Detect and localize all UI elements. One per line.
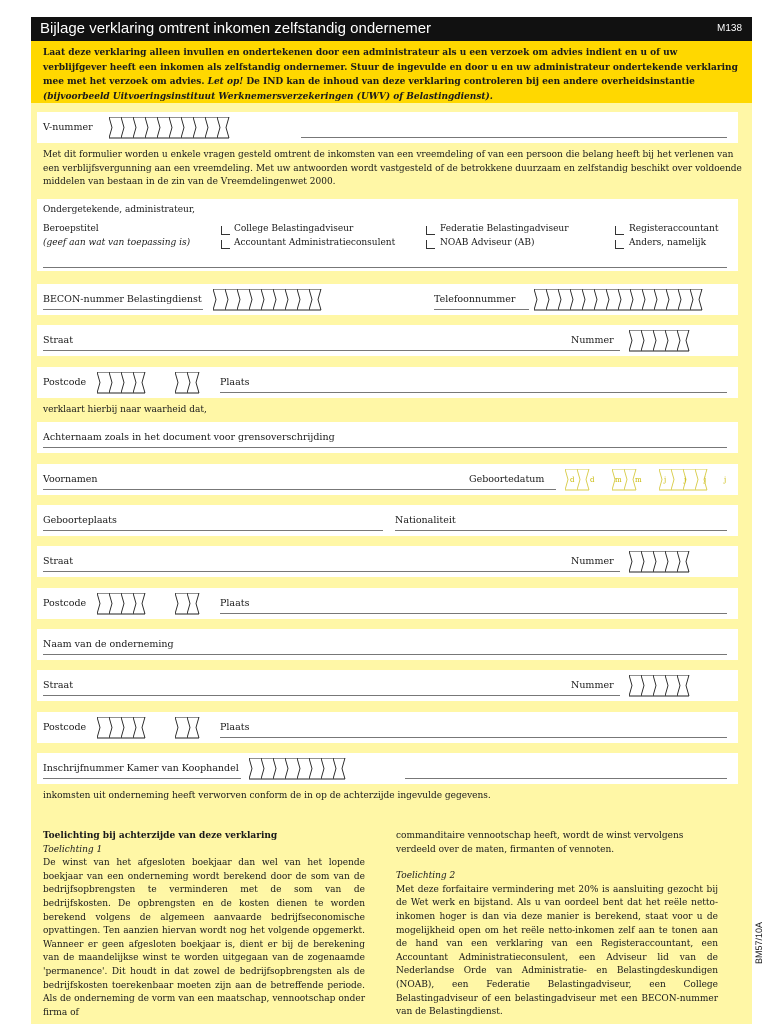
date-hint-j2: j [684, 476, 687, 484]
postcode-label-2: Postcode [43, 598, 87, 609]
combo-cell[interactable] [309, 758, 321, 779]
becon-label: BECON-nummer Belastingdienst [43, 294, 202, 305]
combo-cell[interactable] [145, 117, 157, 138]
combo-cell[interactable] [109, 593, 121, 614]
combo-cell[interactable] [577, 469, 589, 490]
plaats-input[interactable] [220, 392, 727, 393]
straat-input-3[interactable] [43, 695, 620, 696]
straat-input[interactable] [43, 350, 620, 351]
achternaam-input[interactable] [43, 447, 727, 448]
combo-cell[interactable] [677, 551, 689, 572]
becon-input[interactable] [213, 289, 321, 310]
combo-cell[interactable] [285, 289, 297, 310]
combo-cell[interactable] [187, 717, 199, 738]
vnummer-label: V-nummer [43, 122, 93, 133]
date-hint-d2: d [590, 476, 595, 484]
straat-row-2 [37, 546, 738, 577]
option-federatie: Federatie Belastingadviseur [440, 224, 569, 234]
intro-text-2: De IND kan de inhoud van deze verklaring controleren bij een andere overheidsinstantie [243, 77, 695, 87]
toelichting-col-right [396, 830, 718, 1020]
postcode-row-2 [37, 588, 738, 619]
voornamen-label: Voornamen [43, 474, 98, 485]
combo-cell[interactable] [205, 117, 217, 138]
kvk-row [37, 753, 738, 784]
combo-cell[interactable] [109, 117, 121, 138]
combo-cell[interactable] [181, 117, 193, 138]
option-anders: Anders, namelijk [629, 238, 707, 248]
combo-cell[interactable] [333, 758, 345, 779]
combo-cell[interactable] [109, 372, 121, 393]
combo-cell[interactable] [285, 758, 297, 779]
combo-cell[interactable] [217, 117, 229, 138]
geboorteplaats-label: Geboorteplaats [43, 515, 117, 526]
date-hint-m1: m [615, 476, 622, 484]
ondergetekende-label: Ondergetekende, administrateur, [43, 205, 196, 215]
toelichting-2-text: Met deze forfaitaire vermindering met 20% is aansluiting gezocht bij de Wet werk en bijstand. Als u van oordeel bent dat het reële netto-inkomen hoger is dan via deze manier is berekend, staat voor u de mogelijkheid open om het reële netto-inkomen zelf aan te tonen aan de hand van een verklaring van een Registeraccountant, een Accountant Administratieconsulent, een Adviseur lid van de Nederlandse Orde van Administratie- en Belastingdeskundigen (NOAB), een Federatie Belastingadviseur, een College Belastingadviseur of een belastingadviseur met een BECON-nummer van de Belastingdienst. [396, 884, 718, 1018]
vnummer-extra-line[interactable] [301, 137, 727, 138]
combo-cell[interactable] [641, 330, 653, 351]
postcode-digits-input[interactable] [97, 372, 145, 393]
becon-row [37, 284, 738, 315]
combo-cell[interactable] [297, 289, 309, 310]
toelichting-1-text: De winst van het afgesloten boekjaar dan wel van het lopende boekjaar van een onderneming wordt berekend door de som van de bedrijfsopbrengsten te verminderen met de som van de bedrijfskosten. De opbrengsten en de kosten dienen te worden berekend volgens de algemeen aanvaarde bedrijfseconomische opvattingen. Ten aanzien hiervan wordt nog het volgende opgemerkt. Wanneer er geen afgesloten boekjaar is, dient er bij de berekening van de maandelijkse winst te worden uitgegaan van de zogenaamde 'permanence'. Dit houdt in dat zowel de bedrijfsopbrengsten als de bedrijfskosten toerekenbaar moeten zijn aan de betreffende periode. Als de onderneming de vorm van een maatschap, vennootschap onder firma of [43, 858, 365, 1018]
combo-cell[interactable] [665, 330, 677, 351]
combo-cell[interactable] [133, 117, 145, 138]
telefoon-input[interactable] [534, 289, 702, 310]
combo-cell[interactable] [309, 289, 321, 310]
combo-cell[interactable] [629, 675, 641, 696]
combo-cell[interactable] [677, 330, 689, 351]
inkomsten-text: inkomsten uit onderneming heeft verworven conform de in op de achterzijde ingevulde gegevens. [43, 791, 491, 801]
form-area [31, 103, 752, 816]
combo-cell[interactable] [629, 551, 641, 572]
plaats-label: Plaats [220, 377, 250, 388]
intro-notice [31, 41, 752, 103]
combo-cell[interactable] [213, 289, 225, 310]
intro-letop: Let op! [207, 77, 244, 87]
intro-italic: (bijvoorbeeld Uitvoeringsinstituut Werknemersverzekeringen (UWV) of Belastingdienst). [43, 91, 493, 102]
combo-cell[interactable] [133, 717, 145, 738]
combo-cell[interactable] [570, 289, 582, 310]
vnummer-input[interactable] [109, 117, 229, 138]
plaats-input-2[interactable] [220, 613, 727, 614]
postcode-letters-input-3[interactable] [175, 717, 199, 738]
geboorteplaats-row [37, 505, 738, 536]
combo-cell[interactable] [133, 593, 145, 614]
kvk-underline [43, 778, 241, 779]
option-accountant: Accountant Administratieconsulent [234, 238, 396, 248]
postcode-row-1 [37, 367, 738, 398]
combo-cell[interactable] [654, 289, 666, 310]
combo-cell[interactable] [225, 289, 237, 310]
combo-cell[interactable] [249, 289, 261, 310]
combo-cell[interactable] [249, 758, 261, 779]
onderneming-row [37, 629, 738, 660]
combo-cell[interactable] [261, 289, 273, 310]
voornamen-row [37, 464, 738, 495]
combo-cell[interactable] [558, 289, 570, 310]
combo-cell[interactable] [97, 593, 109, 614]
toelichting-2-title: Toelichting 2 [396, 871, 456, 882]
nummer-label-2: Nummer [571, 556, 614, 567]
anders-line[interactable] [43, 267, 727, 268]
beroepstitel-hint: (geef aan wat van toepassing is) [43, 238, 191, 248]
combo-cell[interactable] [606, 289, 618, 310]
toelichting-1-title: Toelichting 1 [43, 844, 103, 855]
telefoon-underline [434, 309, 529, 310]
combo-cell[interactable] [629, 330, 641, 351]
telefoon-label: Telefoonnummer [434, 294, 516, 305]
onderneming-label: Naam van de onderneming [43, 639, 174, 650]
straat-row-1 [37, 325, 738, 356]
combo-cell[interactable] [665, 551, 677, 572]
onderneming-input[interactable] [43, 654, 727, 655]
combo-cell[interactable] [630, 289, 642, 310]
combo-cell[interactable] [641, 675, 653, 696]
becon-underline [43, 309, 203, 310]
date-hint-d1: d [570, 476, 575, 484]
checkbox-anders[interactable] [615, 240, 624, 249]
geboortedatum-dag[interactable] [565, 469, 589, 490]
option-register: Registeraccountant [629, 224, 719, 234]
combo-cell[interactable] [121, 117, 133, 138]
voornamen-input[interactable] [43, 489, 556, 490]
combo-cell[interactable] [582, 289, 594, 310]
combo-cell[interactable] [97, 717, 109, 738]
kvk-input[interactable] [249, 758, 345, 779]
combo-cell[interactable] [109, 717, 121, 738]
combo-cell[interactable] [653, 551, 665, 572]
plaats-input-3[interactable] [220, 737, 727, 738]
straat-label: Straat [43, 335, 74, 346]
combo-cell[interactable] [678, 289, 690, 310]
combo-cell[interactable] [677, 675, 689, 696]
postcode-label: Postcode [43, 377, 87, 388]
combo-cell[interactable] [653, 330, 665, 351]
toelichting-col-left [43, 830, 365, 1020]
straat-label-2: Straat [43, 556, 74, 567]
combo-cell[interactable] [671, 469, 683, 490]
kvk-label: Inschrijfnummer Kamer van Koophandel [43, 763, 239, 774]
combo-cell[interactable] [665, 675, 677, 696]
combo-cell[interactable] [133, 372, 145, 393]
form-header [31, 17, 752, 41]
toelichting-section [31, 816, 752, 1024]
achternaam-label: Achternaam zoals in het document voor grensoverschrijding [43, 432, 335, 443]
combo-cell[interactable] [642, 289, 654, 310]
combo-cell[interactable] [121, 372, 133, 393]
form-code: M138 [716, 23, 742, 34]
checkbox-register[interactable] [615, 226, 624, 235]
postcode-row-3 [37, 712, 738, 743]
combo-cell[interactable] [157, 117, 169, 138]
plaats-label-2: Plaats [220, 598, 250, 609]
toelichting-heading: Toelichting bij achterzijde van deze verklaring [43, 831, 278, 841]
combo-cell[interactable] [121, 717, 133, 738]
combo-cell[interactable] [534, 289, 546, 310]
kvk-extra-line[interactable] [405, 778, 727, 779]
combo-cell[interactable] [175, 717, 187, 738]
beroep-row [37, 199, 738, 271]
checkbox-federatie[interactable] [426, 226, 435, 235]
combo-cell[interactable] [193, 117, 205, 138]
checkbox-noab[interactable] [426, 240, 435, 249]
date-hint-j3: j [704, 476, 707, 484]
combo-cell[interactable] [187, 372, 199, 393]
nummer-label-3: Nummer [571, 680, 614, 691]
combo-cell[interactable] [175, 372, 187, 393]
combo-cell[interactable] [237, 289, 249, 310]
combo-cell[interactable] [546, 289, 558, 310]
combo-cell[interactable] [175, 593, 187, 614]
postcode-digits-input-3[interactable] [97, 717, 145, 738]
plaats-label-3: Plaats [220, 722, 250, 733]
verklaart-text: verklaart hierbij naar waarheid dat, [43, 405, 207, 415]
option-college: College Belastingadviseur [234, 224, 354, 234]
combo-cell[interactable] [690, 289, 702, 310]
combo-cell[interactable] [297, 758, 309, 779]
date-hint-m2: m [635, 476, 642, 484]
geboortedatum-label: Geboortedatum [469, 474, 545, 485]
combo-cell[interactable] [594, 289, 606, 310]
vnummer-row [37, 112, 738, 143]
combo-cell[interactable] [653, 675, 665, 696]
combo-cell[interactable] [273, 289, 285, 310]
intro-text: Laat deze verklaring alleen invullen en ondertekenen door een administrateur als u een verzoek om advies indient en u of uw verblijfgever heeft een inkomen als zelfstandig ondernemer. Stuur de ingevulde en door u en uw administrateur ondertekende verklaring mee met het verzoek om advies. [43, 48, 738, 87]
combo-cell[interactable] [261, 758, 273, 779]
toelichting-1-cont: commanditaire vennootschap heeft, wordt de winst vervolgens verdeeld over de maten, firmanten of vennoten. [396, 831, 684, 855]
geboortedatum-jaar[interactable] [659, 469, 707, 490]
checkbox-college[interactable] [221, 226, 230, 235]
date-hint-j1: j [664, 476, 667, 484]
postcode-letters-input[interactable] [175, 372, 199, 393]
straat-input-2[interactable] [43, 571, 620, 572]
nummer-label: Nummer [571, 335, 614, 346]
nationaliteit-label: Nationaliteit [395, 515, 456, 526]
combo-cell[interactable] [97, 372, 109, 393]
date-hint-j4: j [724, 476, 727, 484]
straat-label-3: Straat [43, 680, 74, 691]
combo-cell[interactable] [273, 758, 285, 779]
straat-row-3 [37, 670, 738, 701]
side-form-code: BM57/10A [754, 921, 764, 964]
combo-cell[interactable] [187, 593, 199, 614]
nummer-input-2[interactable] [629, 551, 689, 572]
combo-cell[interactable] [666, 289, 678, 310]
combo-cell[interactable] [121, 593, 133, 614]
intro-paragraph: Met dit formulier worden u enkele vragen gesteld omtrent de inkomsten van een vreemdeling of van een persoon die belang heeft bij het verlenen van een verblijfsvergunning aan een vreemdeling. Met uw antwoorden wordt vastgesteld of de betrokkene duurzaam en zelfstandig beschikt over voldoende middelen van bestaan in de zin van de Vreemdelingenwet 2000. [43, 150, 742, 188]
combo-cell[interactable] [321, 758, 333, 779]
nationaliteit-input[interactable] [395, 530, 727, 531]
nummer-input[interactable] [629, 330, 689, 351]
postcode-letters-input-2[interactable] [175, 593, 199, 614]
combo-cell[interactable] [641, 551, 653, 572]
combo-cell[interactable] [169, 117, 181, 138]
combo-cell[interactable] [618, 289, 630, 310]
form-title: Bijlage verklaring omtrent inkomen zelfstandig ondernemer [40, 20, 432, 37]
postcode-label-3: Postcode [43, 722, 87, 733]
achternaam-row [37, 422, 738, 453]
option-noab: NOAB Adviseur (AB) [440, 238, 535, 248]
postcode-digits-input-2[interactable] [97, 593, 145, 614]
checkbox-accountant[interactable] [221, 240, 230, 249]
nummer-input-3[interactable] [629, 675, 689, 696]
geboorteplaats-input[interactable] [43, 530, 383, 531]
beroepstitel-label: Beroepstitel [43, 224, 99, 234]
